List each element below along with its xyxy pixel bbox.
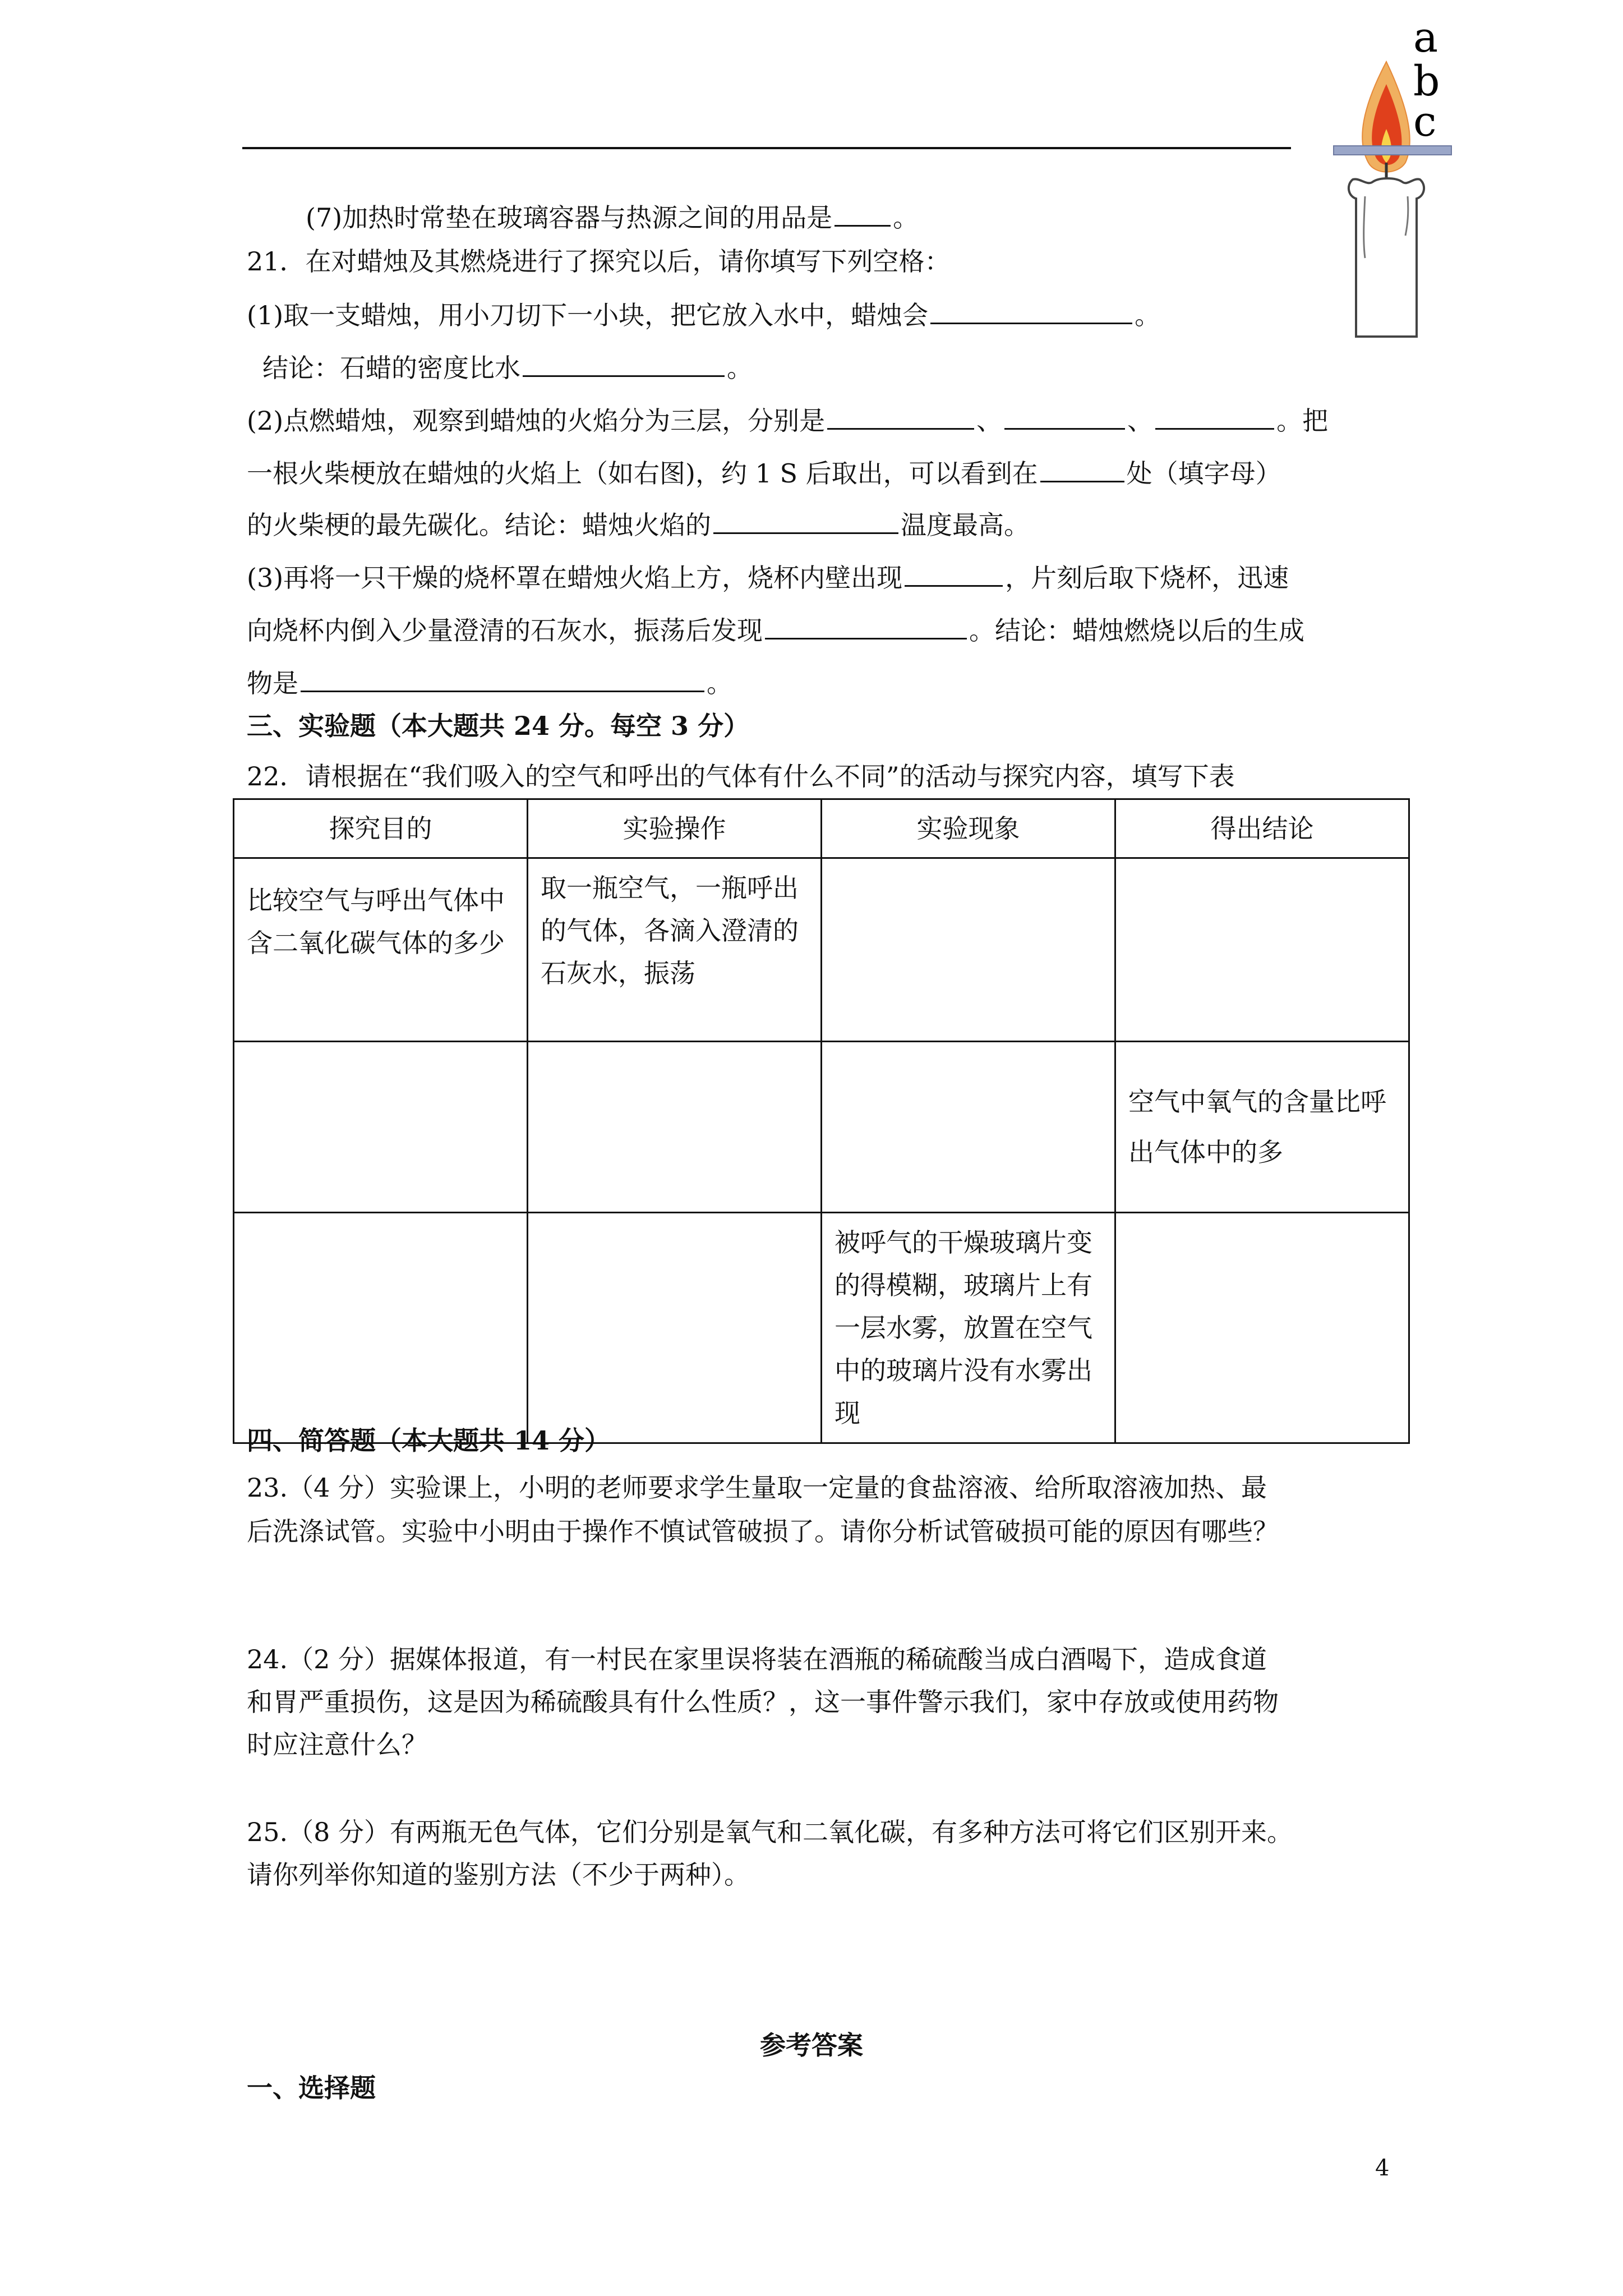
label-c: c (1413, 98, 1437, 146)
table-header-row (234, 799, 1409, 858)
table-cell: 比较空气与呼出气体中含二氧化碳气体的多少 (234, 858, 528, 1042)
table-cell: 空气中氧气的含量比呼出气体中的多 (1115, 1042, 1409, 1213)
q22-intro: 22．请根据在“我们吸入的空气和呼出的气体有什么不同”的活动与探究内容，填写下表 (247, 761, 1235, 792)
answer-blank[interactable] (765, 614, 967, 639)
q20-item7: (7)加热时常垫在玻璃容器与热源之间的用品是 。 (306, 203, 919, 233)
table-cell: 取一瓶空气，一瓶呼出的气体，各滴入澄清的石灰水，振荡 (528, 858, 822, 1042)
q21-p2-c: 的火柴梗的最先碳化。结论：蜡烛火焰的 温度最高。 (247, 510, 1030, 540)
header-purpose: 探究目的 (234, 799, 528, 858)
answer-blank[interactable] (930, 299, 1132, 324)
table-cell-blank[interactable] (234, 1042, 528, 1213)
q21-p1-a: (1)取一支蜡烛，用小刀切下一小块，把它放入水中，蜡烛会 。 (247, 300, 1161, 330)
table-cell-blank[interactable] (1115, 858, 1409, 1042)
answer-blank[interactable] (827, 404, 974, 430)
q23-line2: 后洗涤试管。实验中小明由于操作不慎试管破损了。请你分析试管破损可能的原因有哪些？ (247, 1516, 1279, 1547)
candle-body (1349, 178, 1424, 337)
q21-p2-b: 一根火柴梗放在蜡烛的火焰上（如右图)，约 1 S 后取出，可以看到在 处（填字母） (247, 458, 1281, 489)
section3-title: 三、实验题（本大题共 24 分。每空 3 分） (247, 711, 750, 741)
q21-p2-a: (2)点燃蜡烛，观察到蜡烛的火焰分为三层，分别是 、 、 。把 (247, 406, 1329, 436)
table-cell-blank[interactable] (822, 1042, 1115, 1213)
q21-p3-c: 物是 。 (247, 668, 732, 698)
table-row (234, 858, 1409, 1042)
answer-blank[interactable] (1040, 457, 1124, 482)
q22-table (233, 798, 1410, 1444)
q24-line3: 时应注意什么？ (247, 1729, 427, 1760)
table-cell: 被呼气的干燥玻璃片变的得模糊，玻璃片上有一层水雾，放置在空气中的玻璃片没有水雾出现 (822, 1213, 1115, 1443)
header-conclusion: 得出结论 (1115, 799, 1409, 858)
q24-line2: 和胃严重损伤，这是因为稀硫酸具有什么性质？，这一事件警示我们，家中存放或使用药物 (247, 1687, 1279, 1717)
q25-line2: 请你列举你知道的鉴别方法（不少于两种）。 (247, 1860, 750, 1890)
table-cell-blank[interactable] (822, 858, 1115, 1042)
header-operation: 实验操作 (528, 799, 822, 858)
table-cell-blank[interactable] (1115, 1213, 1409, 1443)
answers-title: 参考答案 (760, 2030, 863, 2060)
answers-section1: 一、选择题 (247, 2073, 376, 2103)
table-row (234, 1213, 1409, 1443)
section4-title: 四、简答题（本大题共 14 分） (247, 1425, 611, 1456)
candle-flame-figure (1324, 11, 1458, 342)
answer-blank[interactable] (1155, 404, 1274, 430)
table-cell-blank[interactable] (234, 1213, 528, 1443)
answer-blank[interactable] (523, 352, 725, 377)
answer-blank[interactable] (834, 201, 891, 227)
q21-p3-a: (3)再将一只干燥的烧杯罩在蜡烛火焰上方，烧杯内壁出现 ，片刻后取下烧杯，迅速 (247, 563, 1289, 593)
table-cell-blank[interactable] (528, 1213, 822, 1443)
answer-blank[interactable] (905, 562, 1003, 587)
header-phenomenon: 实验现象 (822, 799, 1115, 858)
answer-blank[interactable] (713, 509, 898, 534)
label-b: b (1413, 57, 1440, 105)
answer-blank[interactable] (301, 667, 704, 692)
match-stick (1334, 146, 1451, 155)
label-a: a (1413, 13, 1438, 62)
table-row (234, 1042, 1409, 1213)
q23-line1: 23.（4 分）实验课上，小明的老师要求学生量取一定量的食盐溶液、给所取溶液加热、最 (247, 1473, 1267, 1503)
q21-intro: 21．在对蜡烛及其燃烧进行了探究以后，请你填写下列空格： (247, 246, 951, 277)
header-rule (242, 147, 1291, 149)
q21-p3-b: 向烧杯内倒入少量澄清的石灰水，振荡后发现 。结论：蜡烛燃烧以后的生成 (247, 615, 1304, 646)
q24-line1: 24.（2 分）据媒体报道，有一村民在家里误将装在酒瓶的稀硫酸当成白酒喝下，造成食道 (247, 1644, 1267, 1674)
table-cell-blank[interactable] (528, 1042, 822, 1213)
answer-blank[interactable] (1004, 404, 1125, 430)
page-number: 4 (1375, 2155, 1390, 2181)
q21-p1-b: 结论：石蜡的密度比水 。 (262, 353, 753, 383)
q25-line1: 25.（8 分）有两瓶无色气体，它们分别是氧气和二氧化碳，有多种方法可将它们区别开来。 (247, 1817, 1293, 1847)
